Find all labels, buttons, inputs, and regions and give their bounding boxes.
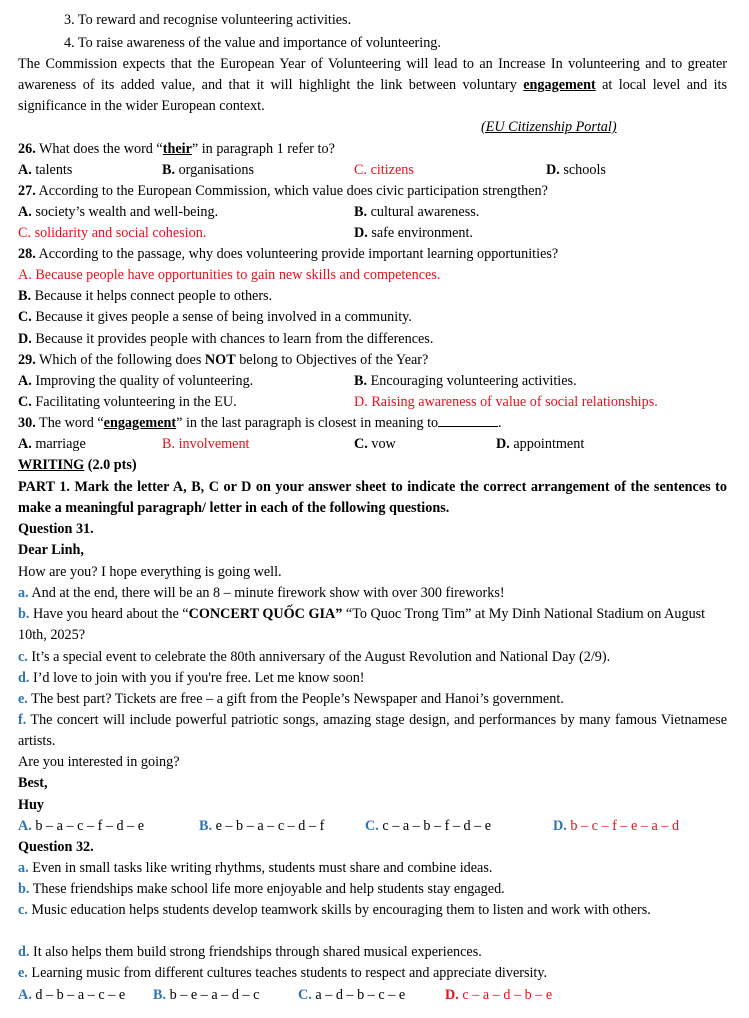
q30-option-d[interactable]: D. appointment [496, 436, 585, 452]
q32-option-a[interactable]: A. d – b – a – c – e [18, 987, 126, 1003]
q30-option-c[interactable]: C. vow [354, 436, 396, 452]
letter-signature: Huy [18, 797, 45, 813]
q30-option-b-answer[interactable]: B. involvement [162, 436, 250, 452]
letter-greeting: Dear Linh, [18, 542, 84, 558]
q27-option-b[interactable]: B. cultural awareness. [354, 204, 480, 220]
source-citation: (EU Citizenship Portal) [481, 119, 617, 135]
q31-option-b[interactable]: B. e – b – a – c – d – f [199, 818, 325, 834]
conclusion-paragraph: The Commission expects that the European Year of Volunteering will lead to an Increase In volunteering and to greater awareness of its added value, and that it will highlight the link between voluntary engagement at local level and its significance in the wider European context. [18, 56, 727, 114]
question-29: 29. Which of the following does NOT belong to Objectives of the Year? [18, 352, 429, 368]
objective-4: 4. To raise awareness of the value and importance of volunteering. [64, 35, 441, 51]
q32-sentence-a: a. Even in small tasks like writing rhythms, students must share and combine ideas. [18, 860, 493, 876]
writing-heading: WRITING (2.0 pts) [18, 457, 137, 473]
keyword-engagement: engagement [523, 77, 596, 93]
q31-sentence-c: c. It’s a special event to celebrate the 80th anniversary of the August Revolution and National Day (2/9). [18, 649, 611, 665]
q28-option-c[interactable]: C. Because it gives people a sense of being involved in a community. [18, 309, 412, 325]
part1-instruction: PART 1. Mark the letter A, B, C or D on your answer sheet to indicate the correct arrangement of the sentences to make a meaningful paragraph/ letter in each of the following questions. [18, 479, 727, 516]
question-27: 27. According to the European Commission, which value does civic participation strengthen? [18, 183, 548, 199]
q31-sentence-f: f. The concert will include powerful patriotic songs, amazing stage design, and performances by many famous Vietnamese artists. [18, 712, 727, 749]
q29-option-d-answer[interactable]: D. Raising awareness of value of social relationships. [354, 394, 658, 410]
q31-option-a[interactable]: A. b – a – c – f – d – e [18, 818, 145, 834]
keyword-their: their [162, 141, 192, 157]
q31-sentence-d: d. I’d love to join with you if you're free. Let me know soon! [18, 670, 365, 686]
q31-option-d-answer[interactable]: D. b – c – f – e – a – d [553, 818, 680, 834]
q27-option-a[interactable]: A. society’s wealth and well-being. [18, 204, 219, 220]
q27-option-c-answer[interactable]: C. solidarity and social cohesion. [18, 225, 207, 241]
letter-closing-question: Are you interested in going? [18, 754, 180, 770]
q31-sentence-b: b. Have you heard about the “CONCERT QUỐC GIA” “To Quoc Trong Tim” at My Dinh National Stadium on August 10th, 2025? [18, 606, 706, 643]
letter-intro: How are you? I hope everything is going well. [18, 564, 282, 580]
objective-3: 3. To reward and recognise volunteering activities. [64, 12, 352, 28]
answer-blank [438, 414, 498, 427]
keyword-engagement-q30: engagement [103, 415, 177, 431]
q28-option-a-answer[interactable]: A. Because people have opportunities to gain new skills and competences. [18, 267, 441, 283]
q31-sentence-a: a. And at the end, there will be an 8 – minute firework show with over 300 fireworks! [18, 585, 505, 601]
q26-option-c-answer[interactable]: C. citizens [354, 162, 414, 178]
question-31-title: Question 31. [18, 521, 94, 537]
q32-option-d-answer[interactable]: D. c – a – d – b – e [445, 987, 553, 1003]
q26-option-b[interactable]: B. organisations [162, 162, 254, 178]
q31-option-c[interactable]: C. c – a – b – f – d – e [365, 818, 492, 834]
q31-sentence-e: e. The best part? Tickets are free – a gift from the People’s Newspaper and Hanoi’s government. [18, 691, 564, 707]
q26-option-d[interactable]: D. schools [546, 162, 606, 178]
q29-option-c[interactable]: C. Facilitating volunteering in the EU. [18, 394, 237, 410]
q32-sentence-d: d. It also helps them build strong friendships through shared musical experiences. [18, 944, 482, 960]
q29-option-b[interactable]: B. Encouraging volunteering activities. [354, 373, 577, 389]
q30-option-a[interactable]: A. marriage [18, 436, 86, 452]
q27-option-d[interactable]: D. safe environment. [354, 225, 473, 241]
question-26: 26. What does the word “their” in paragraph 1 refer to? [18, 141, 335, 157]
q32-sentence-c: c. Music education helps students develop teamwork skills by encouraging them to listen and work with others. [18, 902, 651, 918]
q28-option-d[interactable]: D. Because it provides people with chances to learn from the differences. [18, 331, 434, 347]
q29-option-a[interactable]: A. Improving the quality of volunteering. [18, 373, 254, 389]
q32-option-b[interactable]: B. b – e – a – d – c [153, 987, 260, 1003]
question-30: 30. The word “engagement” in the last paragraph is closest in meaning to . [18, 415, 502, 431]
q26-option-a[interactable]: A. talents [18, 162, 73, 178]
q32-sentence-b: b. These friendships make school life more enjoyable and help students stay engaged. [18, 881, 505, 897]
letter-signoff: Best, [18, 775, 48, 791]
q32-option-c[interactable]: C. a – d – b – c – e [298, 987, 406, 1003]
question-28: 28. According to the passage, why does volunteering provide important learning opportunities? [18, 246, 559, 262]
q32-sentence-e: e. Learning music from different cultures teaches students to respect and appreciate diversity. [18, 965, 548, 981]
q28-option-b[interactable]: B. Because it helps connect people to others. [18, 288, 273, 304]
question-32-title: Question 32. [18, 839, 94, 855]
